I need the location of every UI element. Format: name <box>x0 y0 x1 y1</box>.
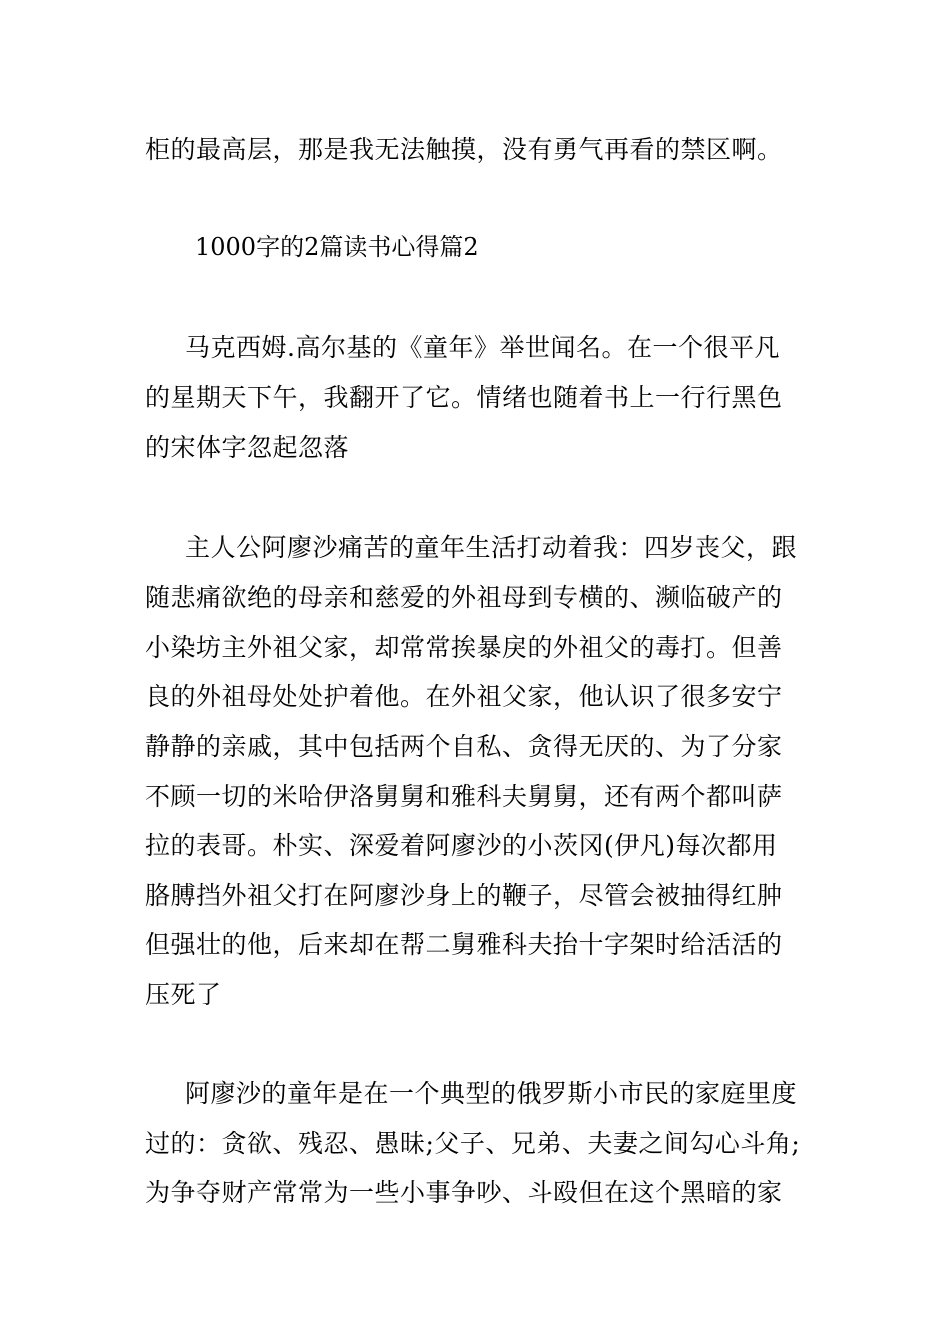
paragraph-line: 阿廖沙的童年是在一个典型的俄罗斯小市民的家庭里度 <box>185 1079 798 1108</box>
section-heading: 1000字的2篇读书心得篇2 <box>195 233 479 261</box>
paragraph-line: 静静的亲戚，其中包括两个自私、贪得无厌的、为了分家 <box>145 732 783 761</box>
paragraph-line: 拉的表哥。朴实、深爱着阿廖沙的小茨冈(伊凡)每次都用 <box>145 831 778 860</box>
paragraph-line: 的星期天下午，我翻开了它。情绪也随着书上一行行黑色 <box>145 383 783 412</box>
paragraph-line: 为争夺财产常常为一些小事争吵、斗殴但在这个黑暗的家 <box>145 1178 783 1207</box>
paragraph-line: 胳膊挡外祖父打在阿廖沙身上的鞭子，尽管会被抽得红肿 <box>145 881 783 910</box>
paragraph-line: 随悲痛欲绝的母亲和慈爱的外祖母到专横的、濒临破产的 <box>145 583 783 612</box>
paragraph-line: 过的：贪欲、残忍、愚昧;父子、兄弟、夫妻之间勾心斗角; <box>145 1129 801 1158</box>
paragraph-line: 主人公阿廖沙痛苦的童年生活打动着我：四岁丧父，跟 <box>185 533 798 562</box>
paragraph-line: 柜的最高层，那是我无法触摸，没有勇气再看的禁区啊。 <box>145 135 783 164</box>
paragraph-line: 但强壮的他，后来却在帮二舅雅科夫抬十字架时给活活的 <box>145 930 783 959</box>
paragraph-line: 的宋体字忽起忽落 <box>145 433 350 462</box>
paragraph-line: 不顾一切的米哈伊洛舅舅和雅科夫舅舅，还有两个都叫萨 <box>145 782 783 811</box>
paragraph-line: 良的外祖母处处护着他。在外祖父家，他认识了很多安宁 <box>145 682 783 711</box>
paragraph-line: 马克西姆.高尔基的《童年》举世闻名。在一个很平凡 <box>185 333 780 362</box>
paragraph-line: 压死了 <box>145 980 222 1009</box>
paragraph-line: 小染坊主外祖父家，却常常挨暴戾的外祖父的毒打。但善 <box>145 633 783 662</box>
